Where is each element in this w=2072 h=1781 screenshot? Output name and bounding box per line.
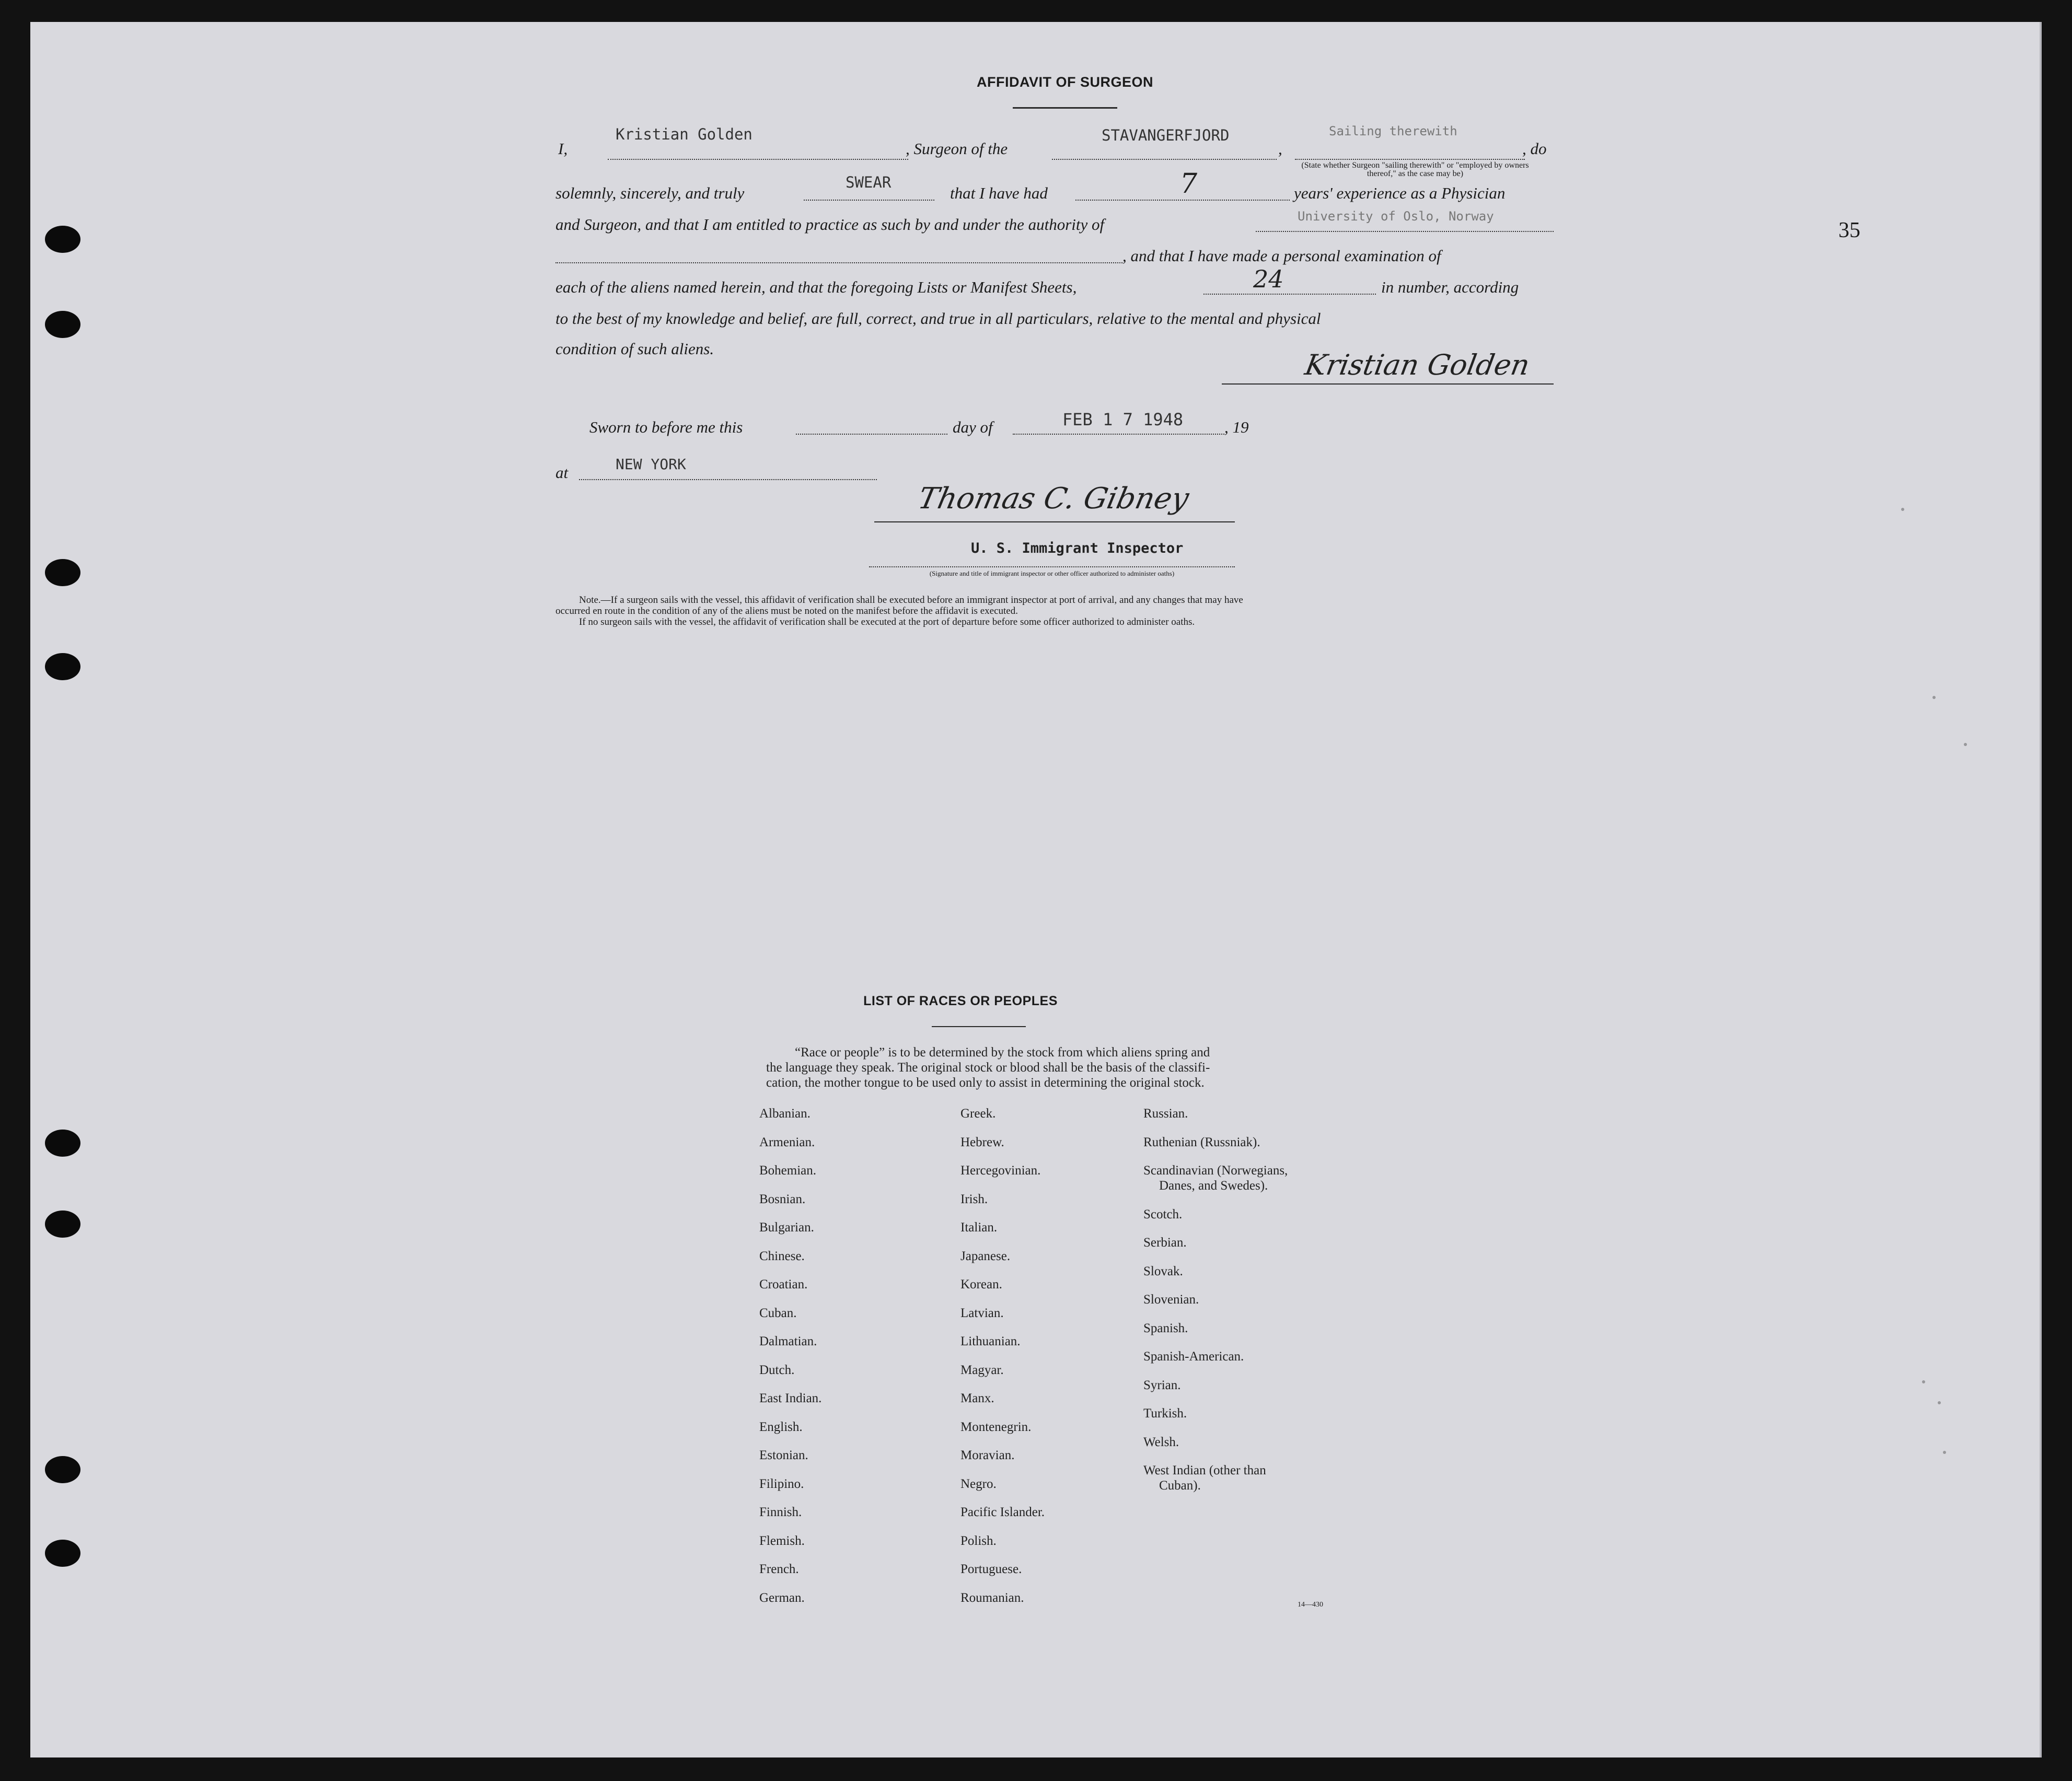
text-comma: ,: [1278, 139, 1282, 158]
form-number: 14—430: [1298, 1601, 1323, 1609]
text-condition: condition of such aliens.: [555, 340, 714, 358]
race-item: Finnish.: [759, 1505, 802, 1519]
document-page: [30, 22, 2042, 1757]
status-note: (State whether Surgeon "sailing therewith" or "employed by owners thereof," as the case may be): [1301, 161, 1529, 178]
intro-line: the language they speak. The original stock or blood shall be the basis of the classifi-: [766, 1061, 1210, 1075]
race-item: Bohemian.: [759, 1163, 817, 1178]
race-item: Cuban.: [759, 1306, 797, 1320]
race-item: Pacific Islander.: [960, 1505, 1045, 1519]
race-item: Greek.: [960, 1107, 996, 1121]
inspector-caption: (Signature and title of immigrant inspector or other officer authorized to administer oaths): [929, 569, 1175, 577]
races-intro: [766, 1045, 1210, 1090]
race-item: Chinese.: [759, 1249, 805, 1263]
status-field: Sailing therewith: [1329, 124, 1457, 138]
text-19: , 19: [1224, 418, 1249, 436]
race-item: Ruthenian (Russniak).: [1143, 1135, 1260, 1149]
field-line: [869, 566, 1235, 567]
title-underline: [1013, 107, 1117, 109]
race-item: Latvian.: [960, 1306, 1004, 1320]
field-line: [555, 262, 1122, 263]
race-item: English.: [759, 1419, 803, 1434]
binder-hole: [45, 559, 80, 586]
text-best-knowledge: to the best of my knowledge and belief, are full, correct, and true in all particulars, relative to the mental and physical: [555, 309, 1321, 328]
inspector-signature: Thomas C. Gibney: [915, 482, 1192, 516]
race-item: Negro.: [960, 1476, 997, 1491]
page-number: 35: [1838, 218, 1860, 242]
race-item: Dutch.: [759, 1363, 795, 1377]
field-line: [1295, 159, 1525, 160]
surgeon-name-field: Kristian Golden: [616, 125, 753, 143]
race-item: Albanian.: [759, 1107, 811, 1121]
race-item: Welsh.: [1143, 1435, 1179, 1449]
race-item: Montenegrin.: [960, 1419, 1032, 1434]
race-item: Manx.: [960, 1391, 994, 1405]
field-line: [1203, 294, 1376, 295]
race-item: Slovenian.: [1143, 1293, 1199, 1307]
note-line-2: occurred en route in the condition of any of the aliens must be noted on the manifest before the affidavit is executed.: [555, 606, 1018, 616]
scan-speck: [1901, 508, 1904, 511]
race-item: Filipino.: [759, 1476, 804, 1491]
race-item: Danes, and Swedes).: [1159, 1179, 1268, 1193]
binder-hole: [45, 1456, 80, 1483]
inspector-signature-line: [874, 521, 1235, 522]
text-in-number: in number, according: [1381, 278, 1519, 296]
race-item: Flemish.: [759, 1533, 805, 1548]
race-item: Irish.: [960, 1192, 988, 1206]
binder-hole: [45, 653, 80, 680]
text-each-alien: each of the aliens named herein, and that the foregoing Lists or Manifest Sheets,: [555, 278, 1077, 296]
race-item: Scotch.: [1143, 1207, 1183, 1221]
text-at: at: [555, 463, 569, 482]
race-item: Scandinavian (Norwegians,: [1143, 1163, 1288, 1178]
race-item: West Indian (other than: [1143, 1463, 1266, 1477]
field-line: [804, 200, 934, 201]
text-have-had: that I have had: [950, 184, 1048, 202]
field-line: [1013, 434, 1224, 435]
authority-field: University of Oslo, Norway: [1298, 209, 1494, 224]
text-sworn: Sworn to before me this: [589, 418, 743, 436]
race-item: Korean.: [960, 1277, 1002, 1291]
binder-hole: [45, 311, 80, 338]
ship-name-field: STAVANGERFJORD: [1102, 126, 1230, 144]
race-item: French.: [759, 1562, 799, 1576]
scan-speck: [1922, 1380, 1925, 1383]
text-personal-exam: , and that I have made a personal examination of: [1122, 247, 1441, 265]
field-line: [1052, 159, 1277, 160]
binder-hole: [45, 226, 80, 253]
race-item: Estonian.: [759, 1448, 808, 1462]
race-item: Polish.: [960, 1533, 997, 1548]
intro-line: “Race or people” is to be determined by the stock from which aliens spring and: [795, 1045, 1210, 1060]
race-item: Hebrew.: [960, 1135, 1004, 1149]
sheets-field: 24: [1253, 265, 1284, 293]
race-item: Slovak.: [1143, 1264, 1183, 1278]
date-field: FEB 1 7 1948: [1062, 410, 1184, 429]
intro-line: cation, the mother tongue to be used only to assist in determining the original stock.: [766, 1076, 1205, 1090]
race-item: Italian.: [960, 1220, 998, 1235]
scan-speck: [1938, 1401, 1941, 1404]
race-item: Roumanian.: [960, 1590, 1024, 1605]
field-line: [608, 159, 908, 160]
race-item: Spanish-American.: [1143, 1349, 1244, 1364]
text-years-experience: years' experience as a Physician: [1294, 184, 1506, 202]
signature-line: [1222, 383, 1554, 385]
race-item: German.: [759, 1590, 805, 1605]
text-solemnly: solemnly, sincerely, and truly: [555, 184, 745, 202]
race-item: Moravian.: [960, 1448, 1015, 1462]
field-line: [796, 434, 947, 435]
race-item: Portuguese.: [960, 1562, 1022, 1576]
note-line-3: If no surgeon sails with the vessel, the affidavit of verification shall be executed at the port of departure before some officer authorized to administer oaths.: [579, 616, 1195, 627]
race-item: Hercegovinian.: [960, 1163, 1041, 1178]
place-field: NEW YORK: [616, 456, 686, 473]
race-item: Bosnian.: [759, 1192, 806, 1206]
text-day-of: day of: [953, 418, 993, 436]
field-line: [579, 479, 877, 480]
race-item: Syrian.: [1143, 1378, 1181, 1392]
race-item: Dalmatian.: [759, 1334, 817, 1348]
field-line: [1256, 231, 1554, 232]
scan-speck: [1932, 696, 1936, 699]
races-title-underline: [932, 1026, 1026, 1027]
race-item: Lithuanian.: [960, 1334, 1021, 1348]
race-item: Spanish.: [1143, 1321, 1188, 1335]
race-item: East Indian.: [759, 1391, 822, 1405]
race-item: Serbian.: [1143, 1236, 1187, 1250]
race-item: Armenian.: [759, 1135, 815, 1149]
text-do: , do: [1522, 139, 1547, 158]
inspector-title: U. S. Immigrant Inspector: [971, 540, 1184, 556]
race-item: Croatian.: [759, 1277, 808, 1291]
field-line: [1075, 200, 1290, 201]
scan-speck: [1943, 1451, 1946, 1454]
binder-hole: [45, 1540, 80, 1567]
race-item: Turkish.: [1143, 1406, 1187, 1421]
race-item: Russian.: [1143, 1107, 1188, 1121]
race-item: Bulgarian.: [759, 1220, 814, 1235]
affidavit-title: AFFIDAVIT OF SURGEON: [977, 74, 1153, 90]
text-i: I,: [558, 139, 568, 158]
text-surgeon-of: , Surgeon of the: [906, 139, 1008, 158]
binder-hole: [45, 1210, 80, 1238]
race-item: Cuban).: [1159, 1479, 1201, 1493]
binder-hole: [45, 1130, 80, 1157]
oath-field: SWEAR: [846, 173, 892, 191]
surgeon-signature: Kristian Golden: [1302, 348, 1533, 381]
scan-speck: [1964, 743, 1967, 746]
note-line-1: Note.—If a surgeon sails with the vessel, this affidavit of verification shall be executed before an immigrant inspector at port of arrival, and any changes that may have: [579, 595, 1243, 606]
race-item: Magyar.: [960, 1363, 1004, 1377]
years-field: 7: [1180, 168, 1198, 200]
race-item: Japanese.: [960, 1249, 1011, 1263]
text-and-surgeon: and Surgeon, and that I am entitled to practice as such by and under the authority of: [555, 215, 1105, 234]
races-title: LIST OF RACES OR PEOPLES: [863, 994, 1058, 1008]
